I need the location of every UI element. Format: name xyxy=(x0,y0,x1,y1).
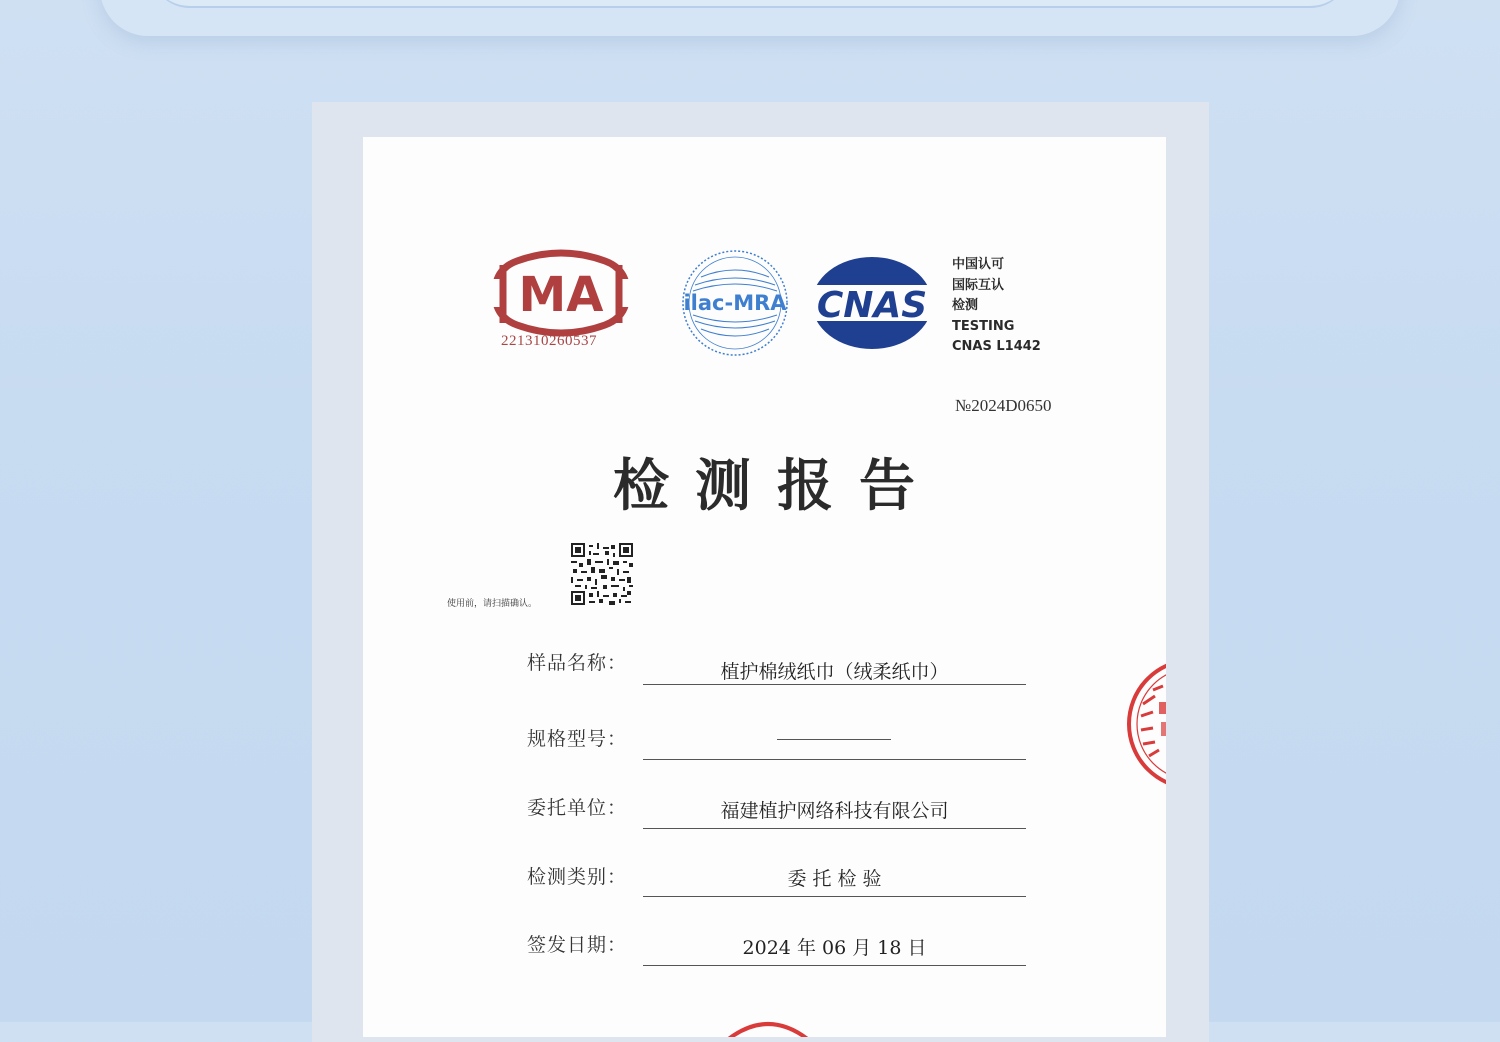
field-underline xyxy=(643,759,1026,760)
field-label: 样品名称： xyxy=(527,652,628,674)
ilac-mra-logo xyxy=(681,249,789,357)
svg-text:CNAS: CNAS xyxy=(816,285,928,326)
top-card-inner xyxy=(150,0,1350,8)
field-label: 签发日期： xyxy=(527,934,628,956)
field-value: 福建植护网络科技有限公司 xyxy=(720,800,949,822)
cnas-line: 国际互认 xyxy=(952,277,1005,293)
cnas-logo xyxy=(810,255,934,351)
cnas-line: CNAS L1442 xyxy=(952,339,1041,354)
report-title: 检测报告 xyxy=(613,453,941,519)
field-underline xyxy=(643,828,1026,829)
field-value: 委 托 检 验 xyxy=(787,868,882,890)
svg-text:ilac-MRA: ilac-MRA xyxy=(683,291,787,315)
empty-value-dash xyxy=(777,739,891,740)
field-label: 委托单位： xyxy=(527,797,628,819)
field-underline xyxy=(643,684,1026,685)
svg-text:MA: MA xyxy=(518,267,604,323)
qr-hint-text: 使用前，请扫描确认。 xyxy=(447,599,538,609)
bottom-seal-stamp xyxy=(713,1009,823,1037)
field-underline xyxy=(643,896,1026,897)
cnas-line: 检测 xyxy=(952,298,979,313)
cnas-line: TESTING xyxy=(952,318,1015,334)
field-issue-date xyxy=(363,927,1166,977)
field-test-type xyxy=(363,859,1166,909)
cnas-accreditation-text xyxy=(952,255,1041,358)
field-label: 规格型号： xyxy=(527,728,628,750)
qr-code xyxy=(571,543,633,605)
cnas-line: 中国认可 xyxy=(952,257,1005,272)
certificate-paper xyxy=(363,137,1166,1037)
field-value: 2024 年 06 月 18 日 xyxy=(742,937,927,959)
cma-number: 221310260537 xyxy=(501,333,597,349)
field-model xyxy=(363,721,1166,771)
field-value: 植护棉绒纸巾（绒柔纸巾） xyxy=(720,661,949,683)
official-seal-stamp xyxy=(1125,652,1166,802)
field-underline xyxy=(643,965,1026,966)
field-sample-name xyxy=(363,645,1166,695)
field-label: 检测类别： xyxy=(527,866,628,888)
field-client xyxy=(363,790,1166,840)
report-number: №2024D0650 xyxy=(955,396,1052,415)
